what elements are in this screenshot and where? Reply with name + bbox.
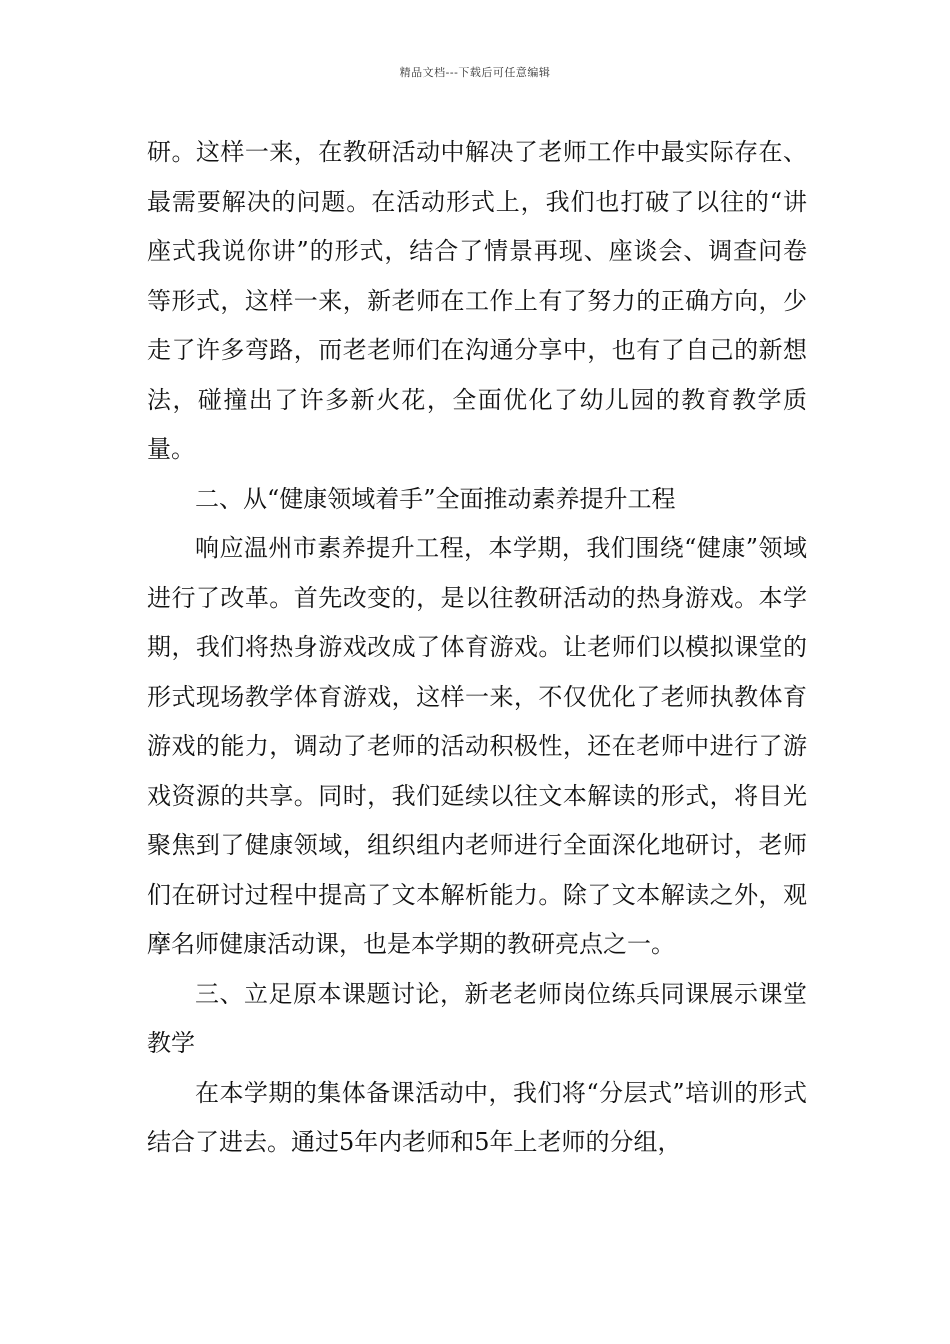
paragraph-group-lesson: 在本学期的集体备课活动中，我们将“分层式”培训的形式结合了进去。通过5年内老师和5年上老师的分组，	[147, 1078, 807, 1156]
paragraph-continuation: 研。这样一来，在教研活动中解决了老师工作中最实际存在、最需要解决的问题。在活动形式上，我们也打破了以往的“讲座式我说你讲”的形式，结合了情景再现、座谈会、调查问卷等形式，这样一来，新老师在工作上有了努力的正确方向，少走了许多弯路，而老老师们在沟通分享中，也有了自己的新想法，碰撞出了许多新火花，全面优化了幼儿园的教育教学质量。	[147, 138, 807, 463]
document-body	[147, 128, 807, 1168]
page-header-note: 精品文档---下载后可任意编辑	[399, 66, 551, 79]
section-heading-2: 二、从“健康领域着手”全面推动素养提升工程	[195, 484, 676, 513]
paragraph-health-reform: 响应温州市素养提升工程，本学期，我们围绕“健康”领域进行了改革。首先改变的，是以往教研活动的热身游戏。本学期，我们将热身游戏改成了体育游戏。让老师们以模拟课堂的形式现场教学体育游戏，这样一来，不仅优化了老师执教体育游戏的能力，调动了老师的活动积极性，还在老师中进行了游戏资源的共享。同时，我们延续以往文本解读的形式，将目光聚焦到了健康领域，组织组内老师进行全面深化地研讨，老师们在研讨过程中提高了文本解析能力。除了文本解读之外，观摩名师健康活动课，也是本学期的教研亮点之一。	[147, 534, 807, 958]
section-heading-3: 三、立足原本课题讨论，新老老师岗位练兵同课展示课堂教学	[147, 979, 807, 1057]
